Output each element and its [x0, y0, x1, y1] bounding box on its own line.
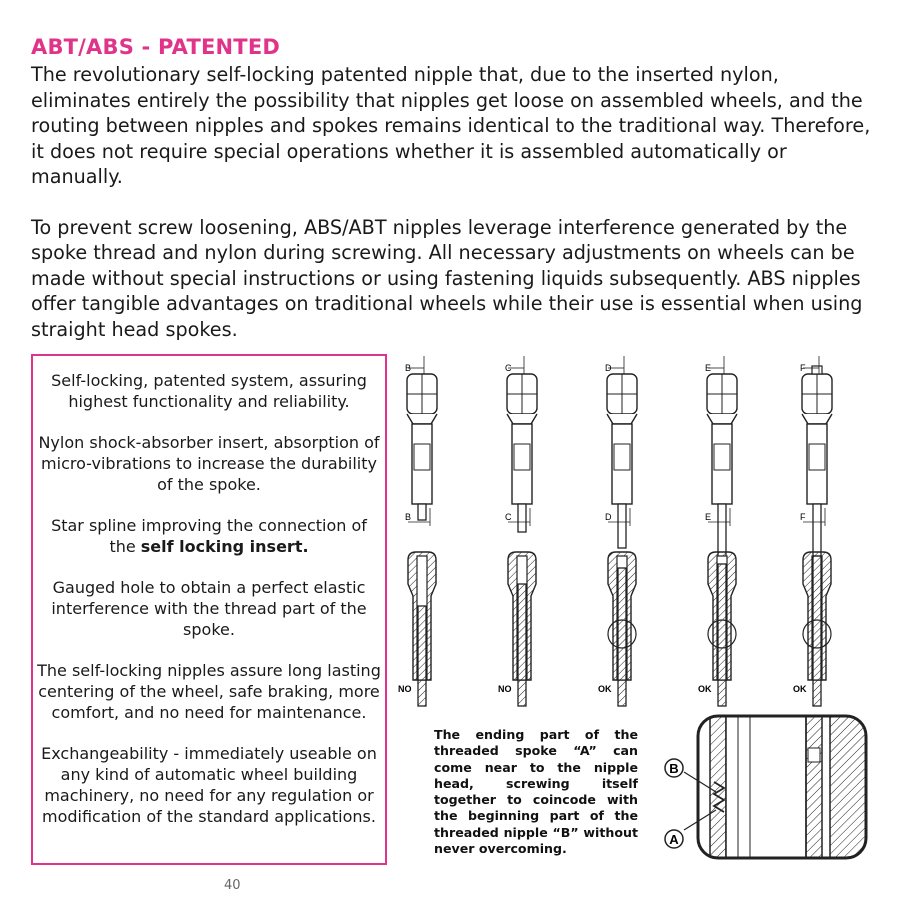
nipple-diagram-e: [698, 356, 737, 706]
intro-paragraph-1: The revolutionary self-locking patented nipple that, due to the inserted nylon, eliminates entirely the possibility that nipples get loose on assembled wheels, and the routing between nipples and spokes remains identical to the traditional way. Therefore, it does not require special operations whether it is assembled automatically or manually.: [31, 63, 871, 188]
dimension-letter-bottom: D: [605, 512, 612, 522]
nipple-neck: [707, 414, 737, 424]
feature-self-locking: Self-locking, patented system, assuring highest functionality and reliability.: [51, 371, 367, 411]
dimension-letter-top: D: [605, 363, 612, 373]
dimension-letter-bottom: C: [505, 512, 512, 522]
intro-text: [31, 62, 876, 342]
label-a-text: A: [669, 832, 679, 847]
nipple-neck: [507, 414, 537, 424]
spoke-end: [418, 504, 426, 520]
nipple-flat: [809, 444, 825, 470]
section-status-label: OK: [793, 684, 807, 694]
section-status-label: OK: [698, 684, 712, 694]
detail-section: [698, 712, 866, 862]
label-b-text: B: [669, 761, 679, 776]
section-spoke: [718, 564, 726, 706]
dimension-letter-bottom: E: [705, 512, 712, 522]
feature-star-spline-text: Star spline improving the connection of the: [51, 516, 367, 556]
dimension-letter-top: B: [405, 363, 412, 373]
nipple-neck: [607, 414, 637, 424]
nipple-group: [398, 356, 832, 706]
page-title: ABT/ABS - PATENTED: [31, 35, 281, 59]
feature-centering: The self-locking nipples assure long lasting centering of the wheel, safe braking, more comfort, and no need for maintenance.: [37, 661, 381, 722]
dimension-letter-top: C: [505, 363, 512, 373]
nipple-diagram-b: [398, 356, 437, 706]
nipple-diagram-c: [498, 356, 537, 706]
feature-nylon-insert: Nylon shock-absorber insert, absorption of micro-vibrations to increase the durability of the spoke.: [38, 433, 380, 494]
nipple-flat: [414, 444, 430, 470]
thread-detail-drawing: [658, 712, 868, 862]
dimension-letter-bottom: F: [800, 512, 806, 522]
nipple-flat: [714, 444, 730, 470]
dimension-letter-bottom: B: [405, 512, 412, 522]
section-status-label: NO: [398, 684, 412, 694]
section-status-label: NO: [498, 684, 512, 694]
detail-caption: The ending part of the threaded spoke “A” can come near to the nipple head, screwing itself together to coincode with the beginning part of the threaded nipple “B” without never overcoming.: [434, 727, 638, 857]
section-spoke: [618, 568, 626, 706]
nipple-neck: [802, 414, 832, 424]
nipple-diagram-f: [793, 356, 832, 706]
dimension-letter-top: F: [800, 363, 806, 373]
intro-paragraph-2: To prevent screw loosening, ABS/ABT nipples leverage interference generated by the spoke thread and nylon during screwing. All necessary adjustments on wheels can be made without special instructions or using fastening liquids subsequently. ABS nipples offer tangible advantages on traditional wheels while their use is essential when using straight head spokes.: [31, 215, 863, 341]
feature-gauged-hole: Gauged hole to obtain a perfect elastic interference with the thread part of the spoke.: [51, 578, 367, 639]
spoke-protrusion: [812, 366, 822, 374]
spoke-end: [618, 504, 626, 548]
dimension-letter-top: E: [705, 363, 712, 373]
spoke-end: [518, 504, 526, 532]
section-spoke: [813, 556, 821, 706]
nipple-neck: [407, 414, 437, 424]
section-spoke: [418, 606, 426, 706]
nipple-flat: [614, 444, 630, 470]
section-status-label: OK: [598, 684, 612, 694]
feature-star-spline-bold: self locking insert.: [140, 537, 309, 556]
page-number: 40: [224, 878, 241, 893]
nipple-diagrams: [396, 352, 866, 707]
nipple-diagram-d: [598, 356, 637, 706]
nipple-flat: [514, 444, 530, 470]
features-box: [31, 354, 387, 865]
feature-exchangeability: Exchangeability - immediately useable on any kind of automatic wheel building machinery, no need for any regulation or modification of the standard applications.: [41, 744, 377, 826]
section-spoke: [518, 584, 526, 706]
spoke-end: [718, 504, 726, 558]
feature-star-spline: [37, 515, 381, 557]
